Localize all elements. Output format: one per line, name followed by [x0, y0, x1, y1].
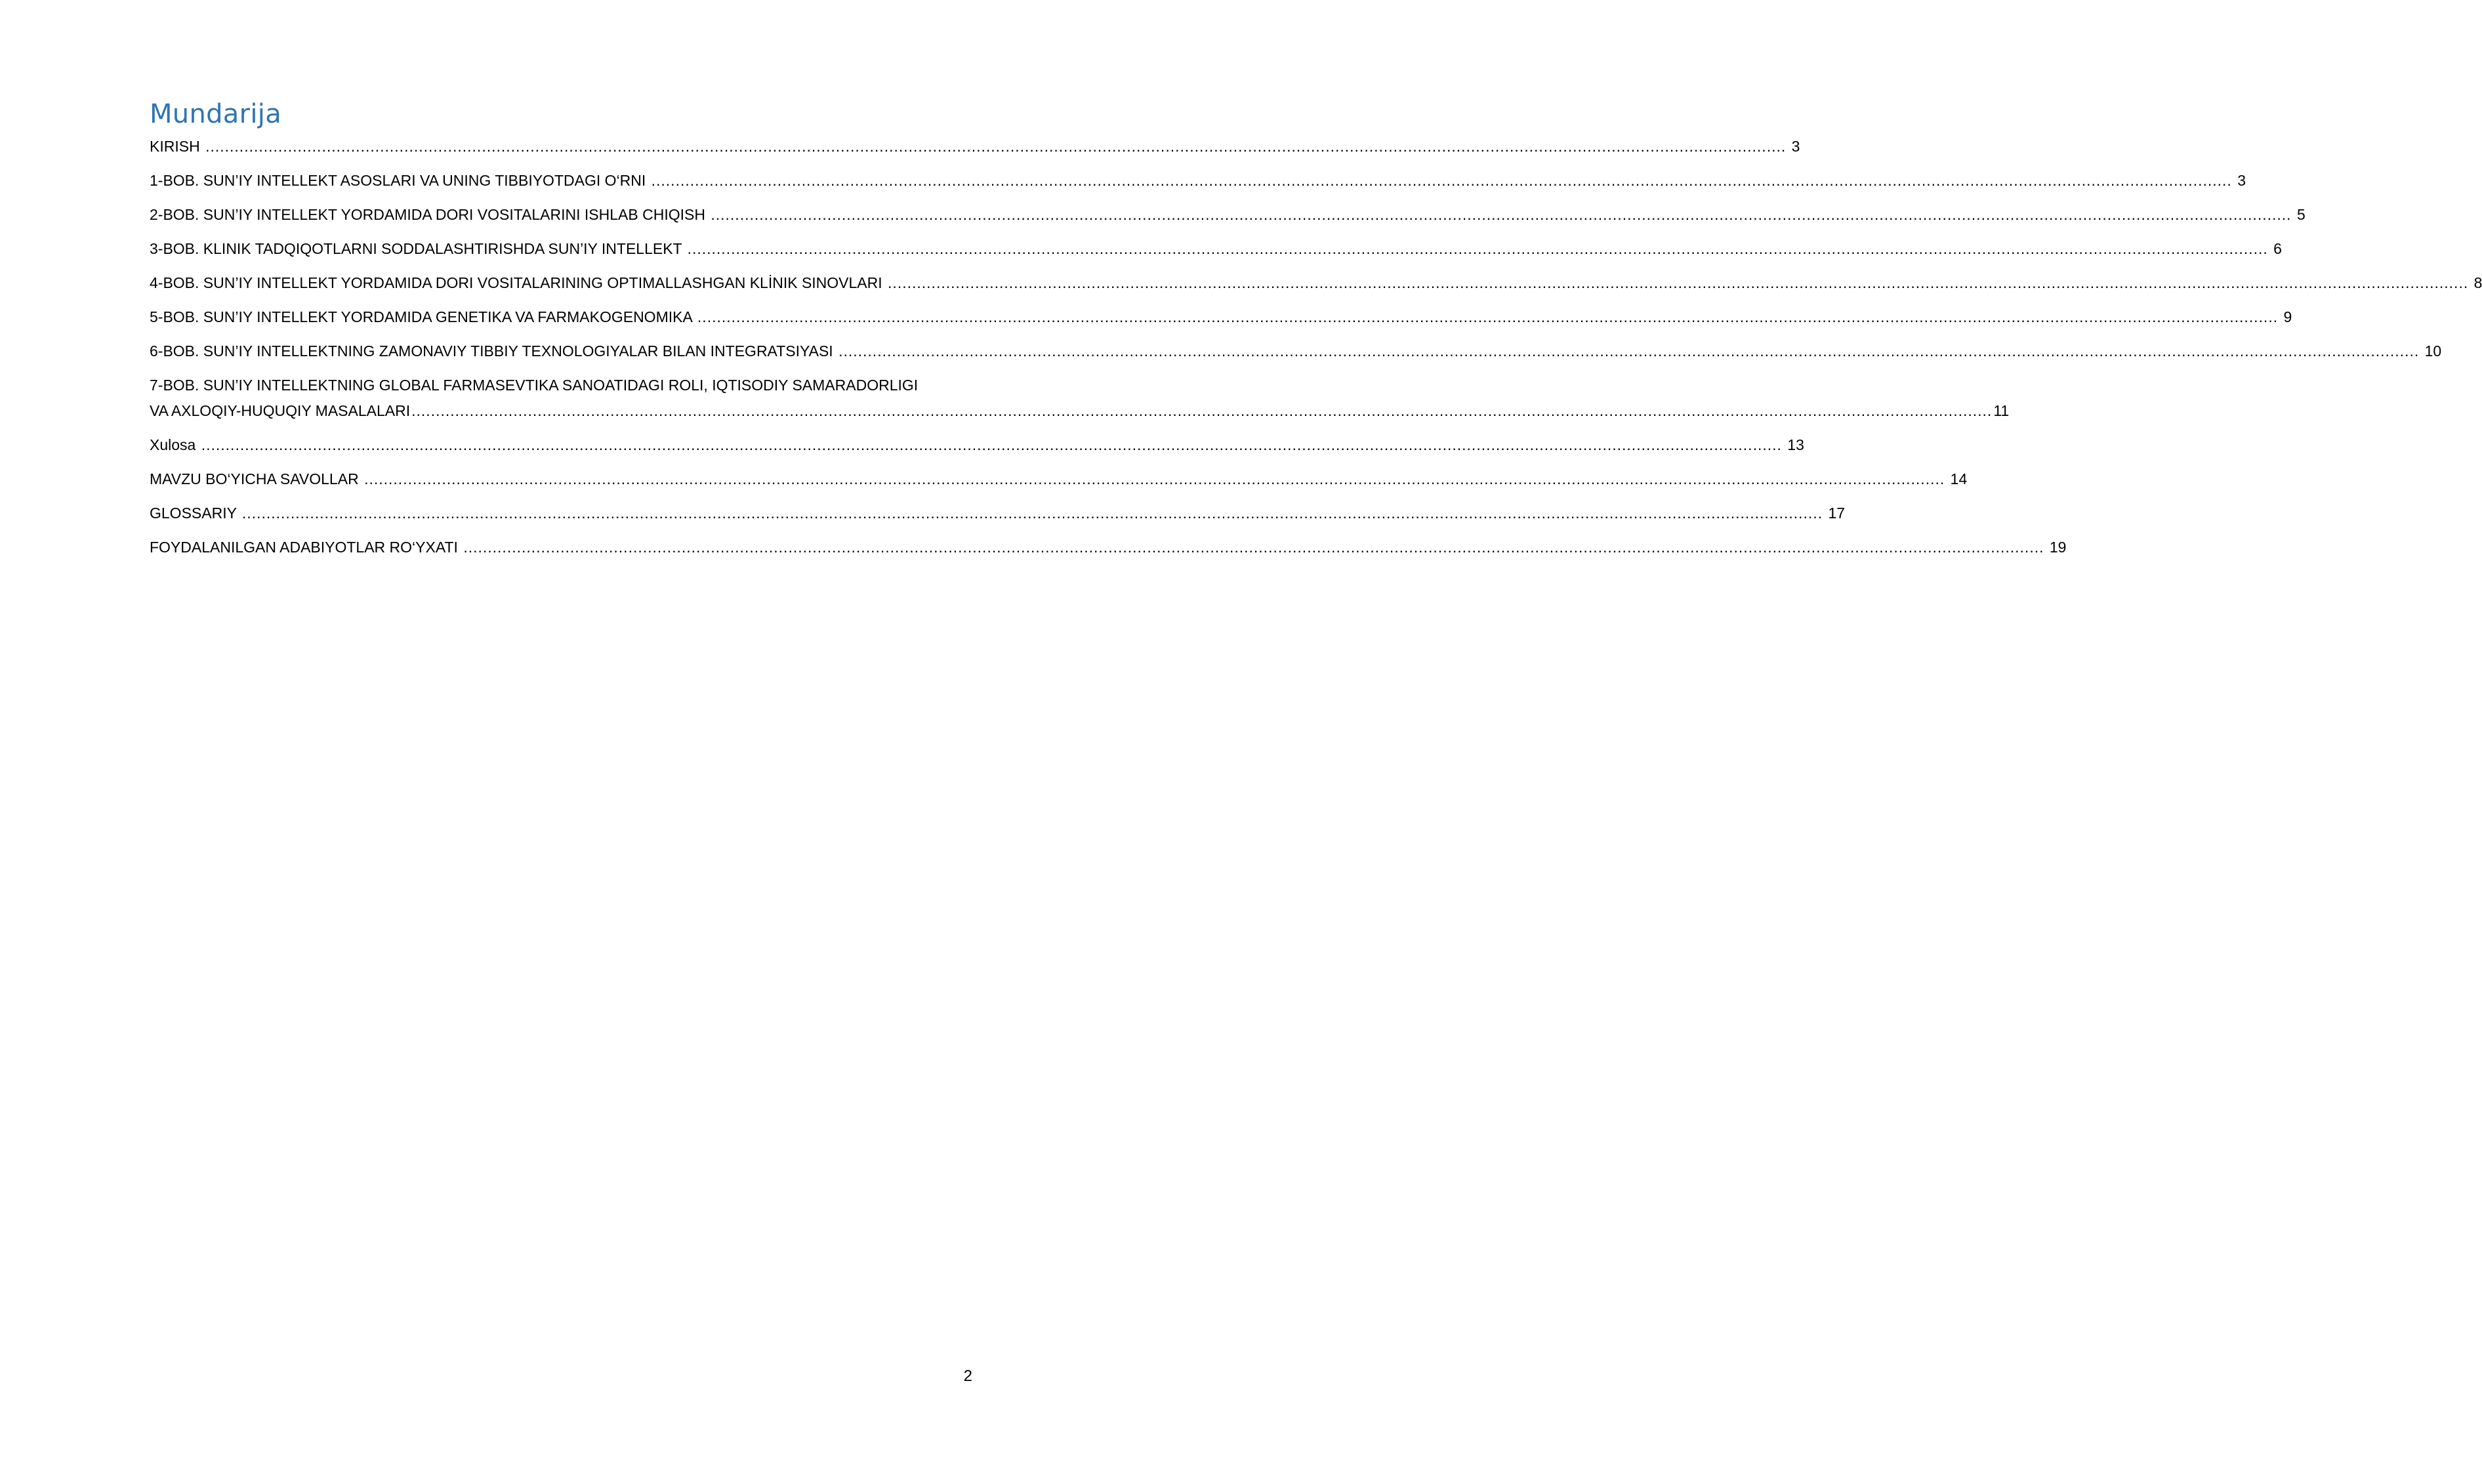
toc-entry-page: 9 [2283, 308, 2292, 325]
toc-entry-page: 6 [2273, 240, 2282, 257]
toc-entry-chapter-1 [150, 168, 2246, 194]
toc-entry-page: 11 [1993, 402, 2010, 419]
page-number: 2 [963, 1367, 972, 1385]
toc-link-chapter-3[interactable] [150, 236, 2282, 262]
toc-link-savollar[interactable] [150, 466, 1968, 492]
toc-list [150, 134, 2482, 560]
toc-leader-dots [205, 138, 1786, 155]
toc-entry-label: Xulosa [150, 436, 196, 453]
toc-entry-chapter-4 [150, 270, 2482, 296]
toc-link-chapter-6[interactable] [150, 339, 2442, 364]
toc-entry-label: 1-BOB. SUN’IY INTELLEKT ASOSLARI VA UNING TIBBIYOTDAGI O‘RNI [150, 172, 646, 189]
toc-entry-label: 4-BOB. SUN’IY INTELLEKT YORDAMIDA DORI VOSITALARINING OPTIMALLASHGAN KLİNIK SINOVLARI [150, 274, 882, 291]
toc-leader-dots [242, 505, 1823, 522]
toc-link-chapter-7[interactable] [150, 373, 2010, 424]
toc-entry-label: MAVZU BO‘YICHA SAVOLLAR [150, 470, 359, 487]
toc-entry-page: 17 [1828, 505, 1846, 522]
toc-leader-dots [652, 172, 2232, 189]
toc-entry-chapter-7 [150, 373, 2010, 424]
toc-leader-dots [201, 436, 1782, 453]
toc-leader-dots [838, 342, 2419, 360]
toc-entry-savollar [150, 466, 1968, 492]
toc-entry-label: 2-BOB. SUN’IY INTELLEKT YORDAMIDA DORI VOSITALARINI ISHLAB CHIQISH [150, 206, 705, 223]
toc-leader-dots [688, 240, 2268, 257]
toc-entry-chapter-5 [150, 304, 2292, 330]
toc-entry-page: 3 [2237, 172, 2246, 189]
toc-link-chapter-4[interactable] [150, 270, 2482, 296]
toc-entry-kirish [150, 134, 1800, 159]
toc-entry-label-line1: 7-BOB. SUN’IY INTELLEKTNING GLOBAL FARMASEVTIKA SANOATIDAGI ROLI, IQTISODIY SAMARADORLIGI [150, 377, 919, 394]
toc-entry-glossariy [150, 501, 1846, 526]
toc-title: Mundarija [150, 99, 282, 129]
toc-entry-page: 8 [2473, 274, 2482, 291]
toc-entry-label: 5-BOB. SUN’IY INTELLEKT YORDAMIDA GENETIKA VA FARMAKOGENOMIKA [150, 308, 692, 325]
toc-entry-chapter-2 [150, 202, 2306, 228]
toc-entry-page: 13 [1787, 436, 1804, 453]
toc-entry-line2 [150, 398, 2010, 424]
toc-leader-dots [888, 274, 2468, 291]
toc-leader-dots [463, 539, 2044, 556]
toc-leader-dots [711, 206, 2291, 223]
toc-link-kirish[interactable] [150, 134, 1800, 159]
toc-link-chapter-5[interactable] [150, 304, 2292, 330]
toc-entry-label: 6-BOB. SUN’IY INTELLEKTNING ZAMONAVIY TIBBIY TEXNOLOGIYALAR BILAN INTEGRATSIYASI [150, 342, 833, 360]
toc-entry-page: 14 [1950, 470, 1968, 487]
toc-entry-chapter-3 [150, 236, 2282, 262]
toc-entry-chapter-6 [150, 339, 2442, 364]
toc-entry-label: GLOSSARIY [150, 505, 237, 522]
toc-link-chapter-1[interactable] [150, 168, 2246, 194]
toc-link-chapter-2[interactable] [150, 202, 2306, 228]
toc-entry-page: 10 [2424, 342, 2442, 360]
toc-entry-label: 3-BOB. KLINIK TADQIQOTLARNI SODDALASHTIRISHDA SUN’IY INTELLEKT [150, 240, 682, 257]
toc-entry-label-line2: VA AXLOQIY-HUQUQIY MASALALARI [150, 402, 411, 419]
toc-entry-page: 19 [2049, 539, 2067, 556]
toc-entry-adabiyotlar [150, 535, 2067, 560]
toc-entry-xulosa [150, 432, 1804, 458]
toc-entry-label: FOYDALANILGAN ADABIYOTLAR RO‘YXATI [150, 539, 458, 556]
toc-link-xulosa[interactable] [150, 432, 1804, 458]
toc-leader-dots [364, 470, 1945, 487]
toc-entry-page: 3 [1791, 138, 1800, 155]
toc-entry-label: KIRISH [150, 138, 200, 155]
toc-leader-dots [411, 398, 1992, 424]
toc-link-adabiyotlar[interactable] [150, 535, 2067, 560]
table-of-contents [150, 98, 2482, 569]
toc-link-glossariy[interactable] [150, 501, 1846, 526]
toc-leader-dots [697, 308, 2278, 325]
toc-entry-page: 5 [2296, 206, 2306, 223]
